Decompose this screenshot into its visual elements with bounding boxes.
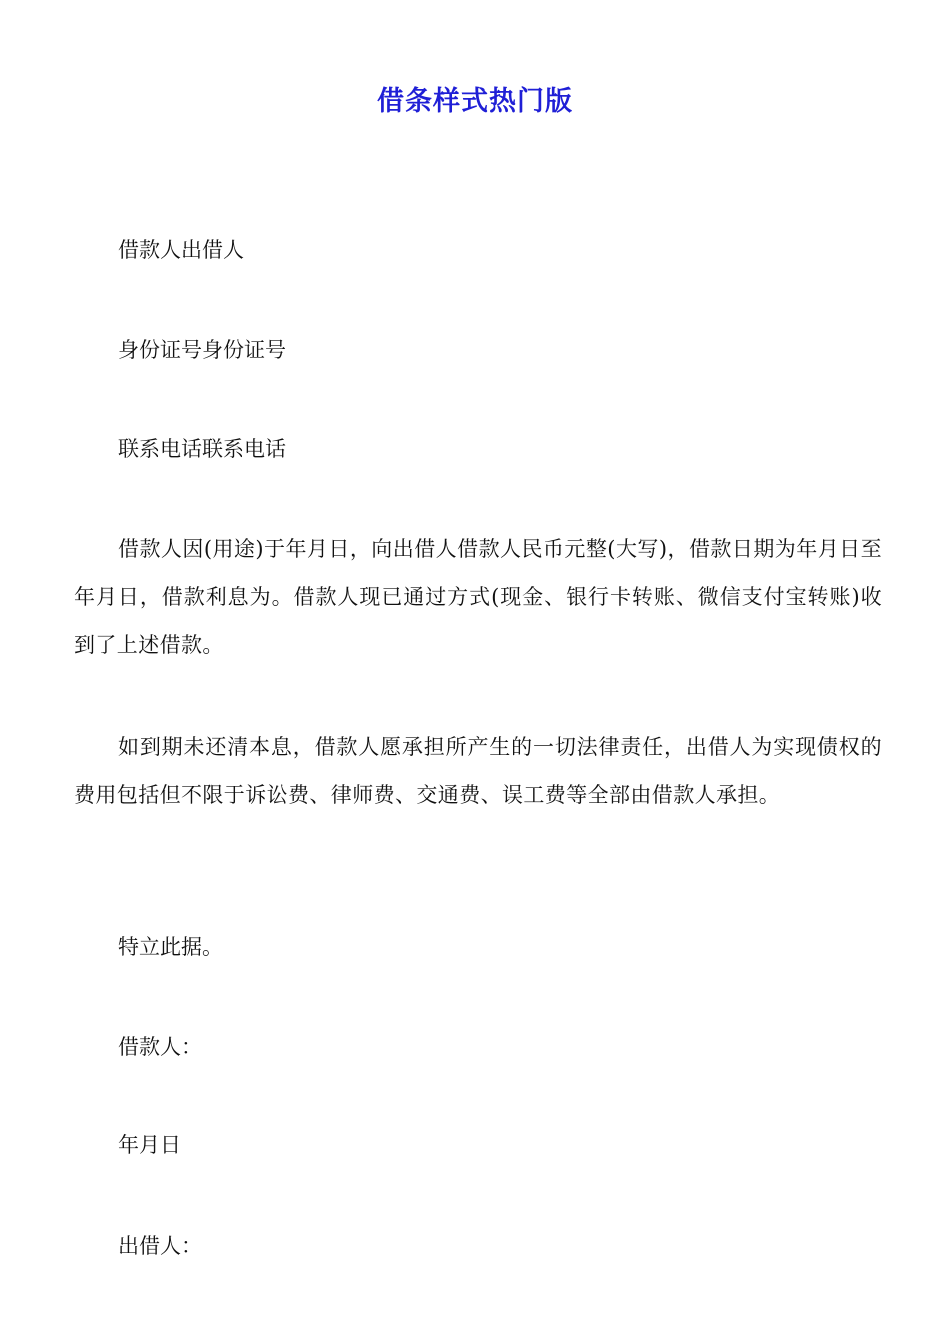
id-number-line: 身份证号身份证号 bbox=[118, 338, 286, 362]
liability-paragraph: 如到期未还清本息，借款人愿承担所产生的一切法律责任，出借人为实现债权的费用包括但不限于诉讼费、律师费、交通费、误工费等全部由借款人承担。 bbox=[74, 735, 882, 807]
closing-statement: 特立此据。 bbox=[118, 935, 223, 959]
borrower-lender-line: 借款人出借人 bbox=[118, 238, 244, 262]
loan-terms-paragraph: 借款人因(用途)于年月日，向出借人借款人民币元整(大写)，借款日期为年月日至年月日，借款利息为。借款人现已通过方式(现金、银行卡转账、微信支付宝转账)收到了上述借款。 bbox=[74, 537, 882, 657]
document-title: 借条样式热门版 bbox=[377, 86, 573, 117]
phone-line: 联系电话联系电话 bbox=[118, 437, 286, 461]
signature-date-label: 年月日 bbox=[118, 1133, 181, 1157]
lender-signature-label: 出借人： bbox=[118, 1234, 202, 1258]
borrower-signature-label: 借款人： bbox=[118, 1035, 202, 1059]
